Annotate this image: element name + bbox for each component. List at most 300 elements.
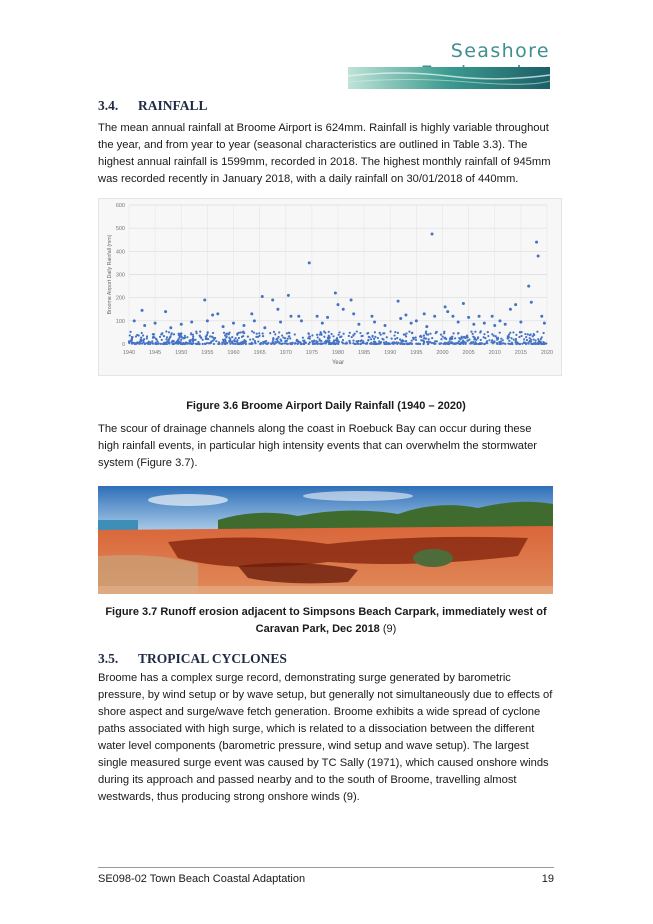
rainfall-point-baseline (474, 337, 476, 339)
rainfall-point-baseline (444, 337, 446, 339)
rainfall-point-baseline (320, 343, 322, 345)
rainfall-point-baseline (337, 339, 339, 341)
rainfall-point-baseline (527, 333, 529, 335)
rainfall-point (141, 309, 144, 312)
rainfall-point-baseline (323, 336, 325, 338)
rainfall-point-baseline (340, 336, 342, 338)
rainfall-point-baseline (160, 333, 162, 335)
rainfall-point-baseline (296, 339, 298, 341)
rainfall-point-baseline (491, 333, 493, 335)
rainfall-point-baseline (142, 340, 144, 342)
rainfall-point (297, 315, 300, 318)
rainfall-point-baseline (473, 343, 475, 345)
rainfall-point (415, 319, 418, 322)
rainfall-point-baseline (343, 333, 345, 335)
x-tick-label: 1960 (227, 350, 240, 356)
rainfall-point-baseline (475, 343, 477, 345)
rainfall-point-baseline (510, 337, 512, 339)
rainfall-point-baseline (238, 337, 240, 339)
rainfall-point-baseline (251, 330, 253, 332)
rainfall-point-baseline (257, 340, 259, 342)
rainfall-point-baseline (131, 336, 133, 338)
logo-text: Seashore (450, 40, 550, 62)
rainfall-point (350, 298, 353, 301)
rainfall-point-baseline (142, 334, 144, 336)
rainfall-point-baseline (397, 332, 399, 334)
rainfall-point-baseline (423, 337, 425, 339)
rainfall-point-baseline (439, 343, 441, 345)
rainfall-point-baseline (529, 340, 531, 342)
rainfall-point-baseline (172, 340, 174, 342)
rainfall-point (462, 302, 465, 305)
rainfall-point-baseline (524, 333, 526, 335)
rainfall-point (271, 298, 274, 301)
rainfall-point (472, 323, 475, 326)
rainfall-point-baseline (288, 335, 290, 337)
x-axis-title: Year (331, 360, 345, 366)
rainfall-point-baseline (307, 332, 309, 334)
y-tick-label: 500 (115, 226, 125, 233)
rainfall-point (491, 315, 494, 318)
rainfall-point-baseline (403, 333, 405, 335)
rainfall-point-baseline (360, 340, 362, 342)
figure-3-7-caption-text: Figure 3.7 Runoff erosion adjacent to Simpsons Beach Carpark, immediately west of Caravan Park, Dec 2018 (105, 606, 547, 635)
rainfall-point-baseline (154, 343, 156, 345)
rainfall-point-baseline (140, 337, 142, 339)
rainfall-point-baseline (395, 341, 397, 343)
rainfall-point-baseline (148, 341, 150, 343)
rainfall-point-baseline (211, 335, 213, 337)
rainfall-point-baseline (190, 332, 192, 334)
rainfall-point-baseline (485, 342, 487, 344)
rainfall-point-baseline (228, 341, 230, 343)
rainfall-point-baseline (189, 341, 191, 343)
rainfall-point-baseline (254, 340, 256, 342)
rainfall-point (216, 312, 219, 315)
rainfall-point-baseline (155, 338, 157, 340)
rainfall-point-baseline (374, 343, 376, 345)
runoff-erosion-photo (98, 486, 553, 594)
rainfall-point-baseline (338, 334, 340, 336)
x-tick-label: 1955 (201, 350, 214, 356)
rainfall-point-baseline (436, 340, 438, 342)
rainfall-point-baseline (509, 343, 511, 345)
rainfall-point-baseline (273, 331, 275, 333)
rainfall-point (190, 320, 193, 323)
rainfall-point-baseline (465, 342, 467, 344)
rainfall-point-baseline (349, 332, 351, 334)
rainfall-point-baseline (420, 339, 422, 341)
rainfall-point-baseline (302, 343, 304, 345)
rainfall-point (300, 319, 303, 322)
rainfall-point-baseline (129, 331, 131, 333)
rainfall-point-baseline (251, 342, 253, 344)
rainfall-point (537, 254, 540, 257)
y-axis-title: Broome Airport Daily Rainfall (mm) (107, 234, 113, 315)
rainfall-point-baseline (244, 341, 246, 343)
rainfall-point-baseline (535, 339, 537, 341)
rainfall-point-baseline (392, 342, 394, 344)
rainfall-point-baseline (356, 330, 358, 332)
rainfall-point-baseline (131, 339, 133, 341)
rainfall-point-baseline (435, 331, 437, 333)
x-tick-label: 1980 (331, 350, 345, 356)
cyclones-paragraph: Broome has a complex surge record, demonstrating surge generated by barometric pressure, by wind setup or by wave setup, but generally not simultaneously due to effects of shore aspect and surge/wave fetch generation. Broome exhibits a wide spread of cyclone paths associated with high surge, which is related to a dissociation between the different water level components (barometric pressure, wind setup and wave setup). The largest single measured surge event was caused by TC Sally (1971), which caused onshore winds during its approach and passed nearby and to the south of Broome, travelling almost westwards, thus producing strong onshore winds (9). (98, 672, 553, 803)
rainfall-point-baseline (512, 331, 514, 333)
rainfall-point-baseline (241, 341, 243, 343)
rainfall-point-baseline (396, 337, 398, 339)
rainfall-point-baseline (389, 330, 391, 332)
rainfall-point-baseline (537, 338, 539, 340)
rainfall-point-baseline (247, 335, 249, 337)
rainfall-point-baseline (495, 335, 497, 337)
rainfall-point (425, 325, 428, 328)
rainfall-point-baseline (313, 339, 315, 341)
rainfall-point-baseline (214, 337, 216, 339)
rainfall-point-baseline (235, 337, 237, 339)
rainfall-point-baseline (163, 335, 165, 337)
x-tick-label: 1985 (358, 350, 371, 356)
rainfall-point-baseline (160, 343, 162, 345)
rainfall-point-baseline (166, 336, 168, 338)
rainfall-point-baseline (367, 339, 369, 341)
rainfall-point-baseline (169, 336, 171, 338)
section-heading-rainfall (98, 98, 208, 114)
rainfall-point-baseline (359, 343, 361, 345)
rainfall-point-baseline (288, 332, 290, 334)
rainfall-point-baseline (313, 343, 315, 345)
rainfall-point (334, 292, 337, 295)
rainfall-point-baseline (322, 342, 324, 344)
rainfall-point (527, 285, 530, 288)
rainfall-point-baseline (141, 342, 143, 344)
rainfall-point-baseline (149, 343, 151, 345)
rainfall-point-baseline (180, 332, 182, 334)
rainfall-point-baseline (253, 332, 255, 334)
rainfall-point-baseline (309, 341, 311, 343)
rainfall-point-baseline (198, 343, 200, 345)
rainfall-point-baseline (318, 343, 320, 345)
rainfall-point (154, 322, 157, 325)
rainfall-point-baseline (225, 340, 227, 342)
rainfall-point (250, 312, 253, 315)
rainfall-point-baseline (407, 343, 409, 345)
rainfall-point-baseline (141, 332, 143, 334)
rainfall-point (504, 323, 507, 326)
rainfall-point-baseline (356, 341, 358, 343)
section-number: 3.4. (98, 98, 119, 113)
rainfall-point-baseline (423, 341, 425, 343)
x-tick-label: 1990 (384, 350, 397, 356)
rainfall-point-baseline (178, 333, 180, 335)
rainfall-point-baseline (415, 339, 417, 341)
rainfall-point-baseline (427, 333, 429, 335)
rainfall-point-baseline (442, 343, 444, 345)
rainfall-point-baseline (282, 336, 284, 338)
rainfall-point-baseline (463, 336, 465, 338)
rainfall-point (397, 300, 400, 303)
rainfall-point-baseline (460, 342, 462, 344)
rainfall-point-baseline (433, 342, 435, 344)
x-tick-label: 2015 (514, 350, 527, 356)
rainfall-point (446, 310, 449, 313)
rainfall-point-baseline (361, 342, 363, 344)
rainfall-point-baseline (285, 342, 287, 344)
rainfall-point-baseline (467, 340, 469, 342)
x-tick-label: 1940 (122, 350, 136, 356)
rainfall-point (498, 319, 501, 322)
rainfall-point-baseline (280, 340, 282, 342)
rainfall-point-baseline (242, 335, 244, 337)
rainfall-point-baseline (139, 340, 141, 342)
rainfall-point-baseline (442, 335, 444, 337)
rainfall-point-baseline (315, 340, 317, 342)
rainfall-point-baseline (529, 334, 531, 336)
rainfall-point-baseline (394, 331, 396, 333)
rainfall-point-baseline (168, 331, 170, 333)
rainfall-point (530, 301, 533, 304)
rainfall-point-baseline (519, 331, 521, 333)
rainfall-point-baseline (196, 343, 198, 345)
rainfall-point-baseline (382, 338, 384, 340)
rainfall-point-baseline (450, 342, 452, 344)
rainfall-point-baseline (171, 332, 173, 334)
rainfall-point-baseline (299, 341, 301, 343)
rainfall-point-baseline (139, 342, 141, 344)
x-tick-label: 1995 (410, 350, 423, 356)
rainfall-point-baseline (391, 338, 393, 340)
rainfall-point-baseline (265, 342, 267, 344)
rainfall-point-baseline (352, 340, 354, 342)
rainfall-point-baseline (328, 336, 330, 338)
rainfall-point-baseline (330, 333, 332, 335)
rainfall-point-baseline (278, 341, 280, 343)
rainfall-point-baseline (457, 332, 459, 334)
rainfall-point-baseline (387, 342, 389, 344)
rainfall-point-baseline (534, 342, 536, 344)
rainfall-point-baseline (488, 339, 490, 341)
rainfall-point-baseline (525, 336, 527, 338)
rainfall-paragraph: The mean annual rainfall at Broome Airport is 624mm. Rainfall is highly variable throughout the year, and from year to year (seasonal characteristics are outlined in Table 3.3). The highest annual rainfall is 1599mm, recorded in 2018. The highest monthly rainfall of 945mm was recorded recently in January 2018, with a daily rainfall on 30/01/2018 of 440mm. (98, 122, 551, 185)
rainfall-point-baseline (217, 343, 219, 345)
section-number: 3.5. (98, 651, 119, 666)
rainfall-point-baseline (458, 340, 460, 342)
rainfall-point-baseline (289, 342, 291, 344)
rainfall-point-baseline (373, 338, 375, 340)
rainfall-point-baseline (399, 338, 401, 340)
rainfall-point-baseline (431, 337, 433, 339)
rainfall-point-baseline (183, 343, 185, 345)
rainfall-point-baseline (543, 332, 545, 334)
rainfall-point-baseline (128, 342, 130, 344)
rainfall-point-baseline (276, 340, 278, 342)
rainfall-point-baseline (184, 335, 186, 337)
rainfall-point-baseline (393, 334, 395, 336)
rainfall-point-baseline (294, 343, 296, 345)
rainfall-point-baseline (405, 332, 407, 334)
rainfall-point-baseline (221, 343, 223, 345)
rainfall-point-baseline (260, 343, 262, 345)
rainfall-point (540, 315, 543, 318)
section-title: RAINFALL (138, 98, 208, 113)
footer-document-title: SE098-02 Town Beach Coastal Adaptation (98, 873, 306, 885)
rainfall-point-baseline (496, 342, 498, 344)
rainfall-point (261, 295, 264, 298)
rainfall-point-baseline (231, 336, 233, 338)
rainfall-point-baseline (412, 337, 414, 339)
rainfall-point-baseline (483, 333, 485, 335)
rainfall-point-baseline (360, 335, 362, 337)
rainfall-point-baseline (481, 342, 483, 344)
rainfall-point (399, 317, 402, 320)
rainfall-point-baseline (188, 342, 190, 344)
rainfall-point (423, 312, 426, 315)
rainfall-point-baseline (509, 332, 511, 334)
rainfall-point-baseline (491, 339, 493, 341)
rainfall-point-baseline (156, 341, 158, 343)
y-tick-label: 0 (121, 342, 125, 348)
rainfall-point-baseline (215, 340, 217, 342)
rainfall-point-baseline (374, 336, 376, 338)
rainfall-point-baseline (158, 342, 160, 344)
rainfall-point-baseline (249, 338, 251, 340)
rainfall-point (509, 308, 512, 311)
rainfall-point (357, 323, 360, 326)
rainfall-point-baseline (135, 342, 137, 344)
rainfall-point-baseline (452, 332, 454, 334)
rainfall-point-baseline (359, 332, 361, 334)
rainfall-point-baseline (333, 343, 335, 345)
rainfall-point (133, 319, 136, 322)
rainfall-point-baseline (229, 338, 231, 340)
rainfall-point-baseline (262, 335, 264, 337)
rainfall-point-baseline (233, 339, 235, 341)
rainfall-point-baseline (440, 334, 442, 336)
rainfall-point-baseline (281, 342, 283, 344)
rainfall-point-baseline (399, 343, 401, 345)
rainfall-point (444, 305, 447, 308)
rainfall-point-baseline (508, 340, 510, 342)
rainfall-point-baseline (286, 340, 288, 342)
rainfall-point-baseline (484, 337, 486, 339)
rainfall-point-baseline (180, 339, 182, 341)
rainfall-point-baseline (225, 333, 227, 335)
rainfall-point (211, 314, 214, 317)
rainfall-point (342, 308, 345, 311)
rainfall-point-baseline (152, 336, 154, 338)
rainfall-point-baseline (453, 342, 455, 344)
rainfall-point-baseline (231, 341, 233, 343)
rainfall-point-baseline (152, 333, 154, 335)
rainfall-point-baseline (146, 337, 148, 339)
figure-3-7-reference: (9) (382, 623, 397, 635)
rainfall-point (287, 294, 290, 297)
rainfall-point-baseline (325, 341, 327, 343)
rainfall-point-baseline (274, 333, 276, 335)
rainfall-point (180, 323, 183, 326)
rainfall-point-baseline (254, 342, 256, 344)
rainfall-point (164, 310, 167, 313)
rainfall-point-baseline (320, 332, 322, 334)
rainfall-point-baseline (352, 334, 354, 336)
rainfall-point-baseline (192, 336, 194, 338)
rainfall-point-baseline (208, 342, 210, 344)
rainfall-point-baseline (405, 335, 407, 337)
rainfall-point (483, 322, 486, 325)
rainfall-point-baseline (513, 338, 515, 340)
rainfall-point (514, 303, 517, 306)
rainfall-point-baseline (179, 336, 181, 338)
rainfall-point-baseline (384, 343, 386, 345)
rainfall-point-baseline (255, 336, 257, 338)
rainfall-point-baseline (454, 337, 456, 339)
logo-wave-band (348, 67, 550, 89)
rainfall-point-baseline (192, 342, 194, 344)
rainfall-point-baseline (461, 336, 463, 338)
footer-divider (98, 867, 554, 868)
rainfall-point-baseline (277, 336, 279, 338)
x-tick-label: 2005 (462, 350, 475, 356)
rainfall-point-baseline (324, 332, 326, 334)
rainfall-point-baseline (511, 343, 513, 345)
rainfall-point (169, 326, 172, 329)
rainfall-point-baseline (328, 340, 330, 342)
rainfall-point-baseline (462, 340, 464, 342)
rainfall-point-baseline (515, 334, 517, 336)
rainfall-point-baseline (348, 335, 350, 337)
rainfall-point-baseline (470, 331, 472, 333)
x-tick-label: 2000 (436, 350, 449, 356)
rainfall-point-baseline (262, 332, 264, 334)
rainfall-point-baseline (520, 335, 522, 337)
rainfall-point-baseline (146, 335, 148, 337)
rainfall-point-baseline (165, 343, 167, 345)
rainfall-point-baseline (228, 332, 230, 334)
rainfall-point-baseline (165, 338, 167, 340)
rainfall-point-baseline (455, 342, 457, 344)
x-tick-label: 2010 (488, 350, 501, 356)
rainfall-point-baseline (258, 332, 260, 334)
rainfall-point-baseline (378, 340, 380, 342)
rainfall-scatter-plot (99, 199, 561, 375)
rainfall-point-baseline (382, 332, 384, 334)
rainfall-point-baseline (402, 340, 404, 342)
rainfall-point-baseline (523, 342, 525, 344)
rainfall-point-baseline (466, 335, 468, 337)
rainfall-point-baseline (262, 341, 264, 343)
rainfall-point (206, 319, 209, 322)
rainfall-point-baseline (256, 333, 258, 335)
rainfall-point-baseline (470, 341, 472, 343)
rainfall-point-baseline (186, 336, 188, 338)
rainfall-point-baseline (338, 331, 340, 333)
scour-paragraph: The scour of drainage channels along the coast in Roebuck Bay can occur during these high rainfall events, in particular high intensity events that can overwhelm the stormwater system (Figure 3.7). (98, 423, 538, 469)
rainfall-point-baseline (319, 338, 321, 340)
rainfall-point-baseline (212, 332, 214, 334)
rainfall-point (203, 298, 206, 301)
rainfall-point-baseline (474, 331, 476, 333)
x-tick-label: 1975 (305, 350, 318, 356)
rainfall-point (289, 315, 292, 318)
rainfall-point-baseline (368, 336, 370, 338)
rainfall-point-baseline (223, 332, 225, 334)
rainfall-point-baseline (342, 342, 344, 344)
rainfall-point-baseline (229, 343, 231, 345)
rainfall-point-baseline (281, 334, 283, 336)
rainfall-point-baseline (252, 338, 254, 340)
rainfall-point-baseline (446, 342, 448, 344)
rainfall-point-baseline (425, 331, 427, 333)
